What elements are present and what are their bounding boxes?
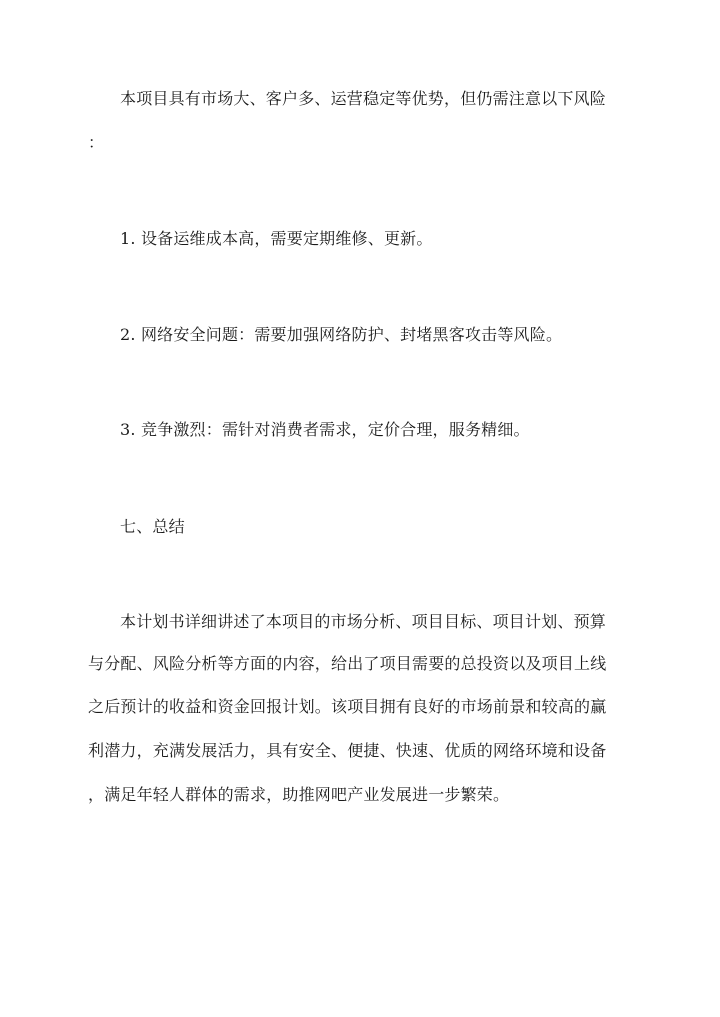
summary-line-3: 之后预计的收益和资金回报计划。该项目拥有良好的市场前景和较高的赢 [88, 697, 607, 716]
summary-heading: 七、总结 [120, 517, 185, 536]
risk-intro-line-2: ： [88, 133, 105, 152]
risk-item-3: 3. 竞争激烈：需针对消费者需求，定价合理，服务精细。 [120, 420, 530, 439]
risk-item-1: 1. 设备运维成本高，需要定期维修、更新。 [120, 229, 433, 248]
summary-line-1: 本计划书详细讲述了本项目的市场分析、项目目标、项目计划、预算 [120, 612, 607, 631]
summary-line-4: 利潜力，充满发展活力，具有安全、便捷、快速、优质的网络环境和设备 [88, 741, 607, 760]
summary-line-5: ，满足年轻人群体的需求，助推网吧产业发展进一步繁荣。 [88, 785, 510, 804]
summary-line-2: 与分配、风险分析等方面的内容，给出了项目需要的总投资以及项目上线 [88, 654, 607, 673]
risk-intro-line-1: 本项目具有市场大、客户多、运营稳定等优势，但仍需注意以下风险 [120, 89, 607, 108]
risk-item-2: 2. 网络安全问题：需要加强网络防护、封堵黑客攻击等风险。 [120, 325, 563, 344]
